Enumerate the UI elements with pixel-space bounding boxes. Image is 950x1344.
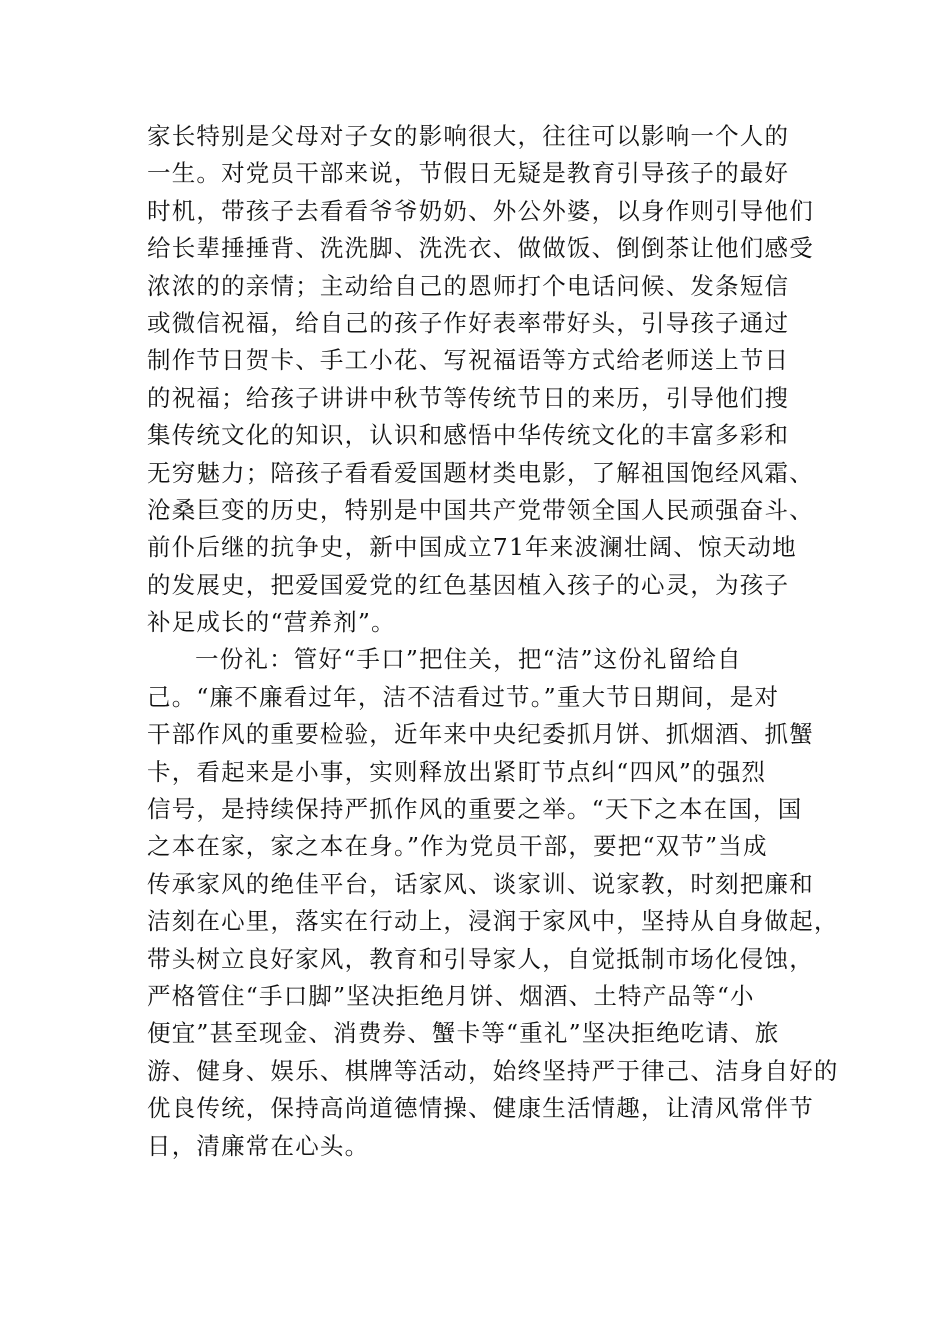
paragraph-integrity-gift [147, 641, 839, 1164]
text-line: 传承家风的绝佳平台，话家风、谈家训、说家教，时刻把廉和 [147, 869, 814, 898]
document-body [147, 118, 839, 1165]
text-line: 集传统文化的知识，认识和感悟中华传统文化的丰富多彩和 [147, 421, 790, 450]
text-line: 时机，带孩子去看看爷爷奶奶、外公外婆，以身作则引导他们 [147, 196, 814, 225]
text-line-first: 一份礼：管好“手口”把住关，把“洁”这份礼留给自 [195, 645, 742, 674]
text-line: 制作节日贺卡、手工小花、写祝福语等方式给老师送上节日 [147, 346, 790, 375]
text-line: 严格管住“手口脚”坚决拒绝月饼、烟酒、土特产品等“小 [147, 981, 755, 1010]
text-line: 游、健身、娱乐、棋牌等活动，始终坚持严于律己、洁身自好的 [147, 1056, 839, 1085]
text-line: 一生。对党员干部来说，节假日无疑是教育引导孩子的最好 [147, 159, 790, 188]
text-line: 家长特别是父母对子女的影响很大，往往可以影响一个人的 [147, 122, 790, 150]
text-line: 优良传统，保持高尚道德情操、健康生活情趣，让清风常伴节 [147, 1094, 814, 1123]
text-line: 或微信祝福，给自己的孩子作好表率带好头，引导孩子通过 [147, 308, 790, 337]
text-line: 无穷魅力；陪孩子看看爱国题材类电影，了解祖国饱经风霜、 [147, 458, 814, 487]
text-line: 之本在家，家之本在身。”作为党员干部，要把“双节”当成 [147, 832, 768, 861]
text-line: 的祝福；给孩子讲讲中秋节等传统节日的来历，引导他们搜 [147, 383, 790, 412]
text-line: 前仆后继的抗争史，新中国成立71年来波澜壮阔、惊天动地 [147, 533, 797, 562]
text-line: 带头树立良好家风，教育和引导家人，自觉抵制市场化侵蚀， [147, 944, 814, 973]
paragraph-family-influence [147, 118, 814, 641]
text-line: 信号，是持续保持严抓作风的重要之举。“天下之本在国，国 [147, 795, 803, 824]
text-line: 浓浓的的亲情；主动给自己的恩师打个电话问候、发条短信 [147, 271, 790, 300]
text-line: 给长辈捶捶背、洗洗脚、洗洗衣、做做饭、倒倒茶让他们感受 [147, 234, 814, 263]
text-line: 的发展史，把爱国爱党的红色基因植入孩子的心灵，为孩子 [147, 570, 790, 599]
text-line: 便宜”甚至现金、消费券、蟹卡等“重礼”坚决拒绝吃请、旅 [147, 1019, 780, 1048]
text-line: 洁刻在心里，落实在行动上，浸润于家风中，坚持从自身做起， [147, 907, 839, 936]
text-line: 沧桑巨变的历史，特别是中国共产党带领全国人民顽强奋斗、 [147, 495, 814, 524]
text-line: 卡，看起来是小事，实则释放出紧盯节点纠“四风”的强烈 [147, 757, 767, 786]
text-line: 日，清廉常在心头。 [147, 1131, 370, 1160]
text-line: 己。“廉不廉看过年，洁不洁看过节。”重大节日期间，是对 [147, 682, 780, 711]
text-line: 补足成长的“营养剂”。 [147, 608, 396, 637]
text-line: 干部作风的重要检验，近年来中央纪委抓月饼、抓烟酒、抓蟹 [147, 720, 814, 749]
